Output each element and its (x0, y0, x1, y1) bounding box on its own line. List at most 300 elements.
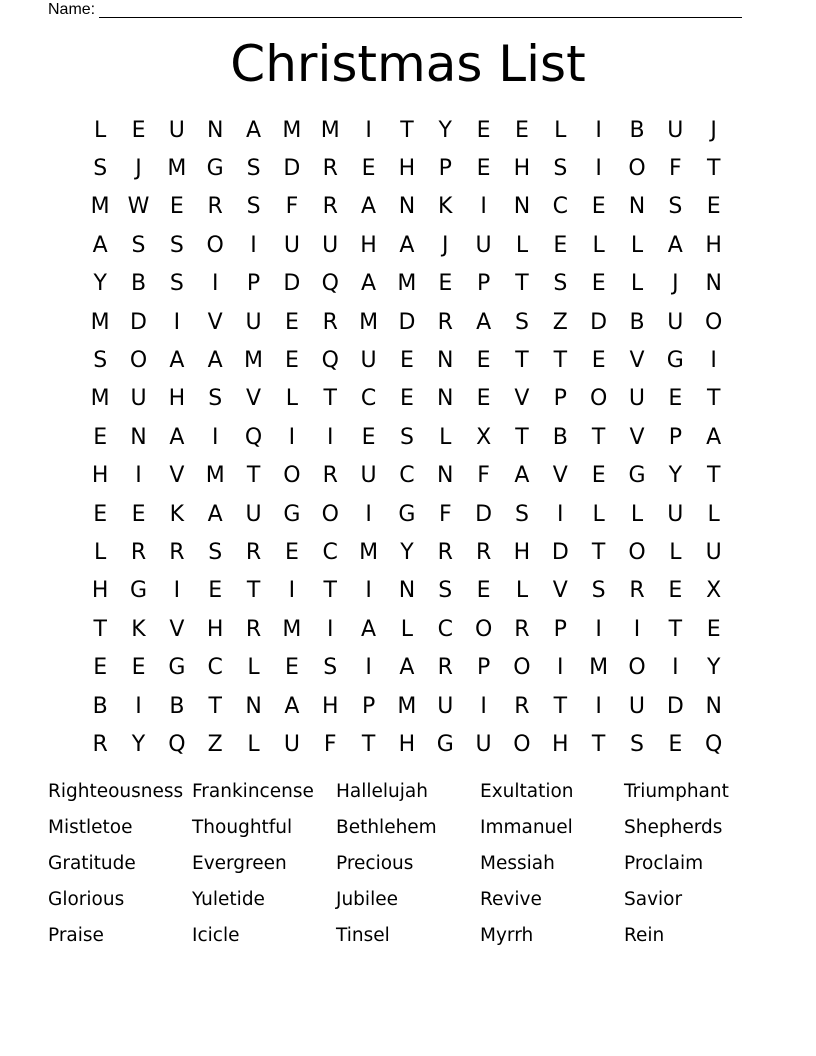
word-list-item: Precious (336, 852, 414, 874)
word-list-item: Righteousness (48, 781, 184, 803)
grid-letter: E (93, 501, 108, 527)
grid-letter: E (706, 194, 721, 220)
grid-letter: I (672, 655, 679, 681)
grid-letter: Y (668, 463, 683, 489)
word-list-item: Icicle (192, 924, 240, 946)
grid-letter: C (552, 194, 568, 220)
grid-letter: I (288, 424, 296, 450)
grid-letter: E (208, 578, 223, 604)
grid-letter: A (92, 232, 108, 258)
grid-letter: M (320, 117, 340, 143)
grid-letter: L (247, 655, 260, 681)
word-list-item: Proclaim (624, 852, 704, 874)
grid-letter: F (323, 731, 337, 757)
word-list-item: Exultation (480, 781, 574, 803)
grid-letter: P (476, 655, 491, 681)
grid-letter: S (208, 386, 223, 412)
grid-letter: A (284, 693, 300, 719)
grid-letter: L (94, 539, 107, 565)
word-list-item: Evergreen (192, 852, 287, 874)
grid-letter: J (710, 117, 717, 143)
grid-letter: L (592, 232, 605, 258)
grid-letter: U (628, 386, 646, 412)
grid-letter: H (513, 539, 531, 565)
grid-letter: L (515, 578, 529, 604)
grid-letter: R (169, 539, 185, 565)
grid-letter: A (246, 117, 262, 143)
grid-letter: U (667, 501, 684, 527)
grid-letter: S (323, 655, 338, 681)
grid-letter: T (323, 386, 337, 412)
grid-letter: E (553, 232, 568, 258)
grid-letter: E (438, 271, 453, 297)
grid-letter: O (513, 655, 531, 681)
grid-letter: H (552, 731, 569, 757)
grid-letter: U (475, 731, 492, 757)
grid-letter: V (629, 348, 645, 374)
grid-letter: U (667, 117, 684, 143)
grid-letter: I (595, 616, 602, 642)
grid-letter: I (365, 655, 372, 681)
grid-letter: Y (400, 539, 414, 565)
grid-letter: H (360, 232, 377, 258)
grid-letter: H (398, 156, 416, 182)
grid-letter: S (514, 501, 529, 527)
grid-letter: F (285, 194, 299, 220)
grid-letter: S (93, 156, 108, 182)
grid-letter: E (706, 616, 721, 642)
grid-letter: L (554, 117, 567, 143)
grid-letter: I (595, 156, 602, 182)
grid-letter: E (169, 194, 184, 220)
grid-letter: O (129, 348, 148, 374)
grid-letter: R (322, 156, 338, 182)
grid-letter: I (365, 578, 372, 604)
grid-letter: E (131, 117, 146, 143)
grid-letter: E (668, 731, 683, 757)
grid-letter: I (173, 309, 181, 335)
grid-letter: M (244, 348, 264, 374)
grid-letter: R (437, 655, 453, 681)
grid-letter: A (169, 348, 185, 374)
grid-letter: U (283, 731, 300, 757)
grid-letter: B (629, 117, 645, 143)
grid-letter: M (90, 309, 110, 335)
grid-letter: D (590, 309, 608, 335)
grid-letter: M (359, 539, 379, 565)
grid-letter: Y (131, 731, 146, 757)
grid-letter: H (513, 156, 531, 182)
grid-letter: D (475, 501, 493, 527)
word-list-item: Shepherds (624, 817, 723, 839)
word-list-item: Frankincense (192, 781, 314, 803)
grid-letter: O (206, 232, 224, 258)
grid-letter: L (630, 232, 644, 258)
grid-letter: N (705, 271, 722, 297)
grid-letter: E (668, 386, 683, 412)
grid-letter: I (633, 616, 641, 642)
grid-letter: S (246, 156, 261, 182)
grid-letter: E (131, 501, 146, 527)
grid-letter: V (552, 463, 568, 489)
word-list-item: Immanuel (480, 817, 573, 839)
grid-letter: H (168, 386, 186, 412)
grid-letter: C (437, 616, 453, 642)
grid-letter: H (91, 578, 109, 604)
grid-letter: E (284, 539, 299, 565)
grid-letter: G (206, 156, 224, 182)
grid-letter: U (437, 693, 454, 719)
grid-letter: A (399, 232, 415, 258)
grid-letter: A (361, 194, 377, 220)
grid-letter: R (629, 578, 645, 604)
grid-letter: S (169, 232, 184, 258)
word-list-item: Gratitude (48, 852, 136, 874)
grid-letter: T (515, 348, 529, 374)
grid-letter: T (668, 616, 683, 642)
grid-letter: O (628, 655, 646, 681)
grid-letter: N (513, 194, 531, 220)
grid-letter: S (668, 194, 683, 220)
letter-grid (81, 111, 733, 764)
grid-letter: L (94, 117, 107, 143)
grid-letter: R (514, 693, 530, 719)
grid-letter: Y (706, 655, 721, 681)
grid-letter: C (360, 386, 377, 412)
grid-letter: E (93, 424, 108, 450)
grid-letter: I (480, 693, 487, 719)
word-list-item: Revive (480, 888, 542, 910)
grid-letter: I (710, 348, 717, 374)
grid-letter: G (398, 501, 416, 527)
grid-letter: A (514, 463, 530, 489)
word-list (48, 774, 768, 953)
grid-letter: B (169, 693, 185, 719)
grid-letter: S (514, 309, 529, 335)
grid-letter: U (360, 348, 377, 374)
word-list-item: Savior (624, 888, 683, 910)
word-list-item: Praise (48, 924, 104, 946)
grid-letter: B (130, 271, 147, 297)
grid-letter: L (669, 539, 682, 565)
grid-letter: D (666, 693, 684, 719)
grid-letter: E (476, 156, 491, 182)
word-list-item: Yuletide (192, 888, 265, 910)
grid-letter: E (131, 655, 146, 681)
grid-letter: V (169, 463, 185, 489)
grid-letter: K (438, 194, 453, 220)
grid-letter: G (129, 578, 148, 604)
grid-letter: T (591, 539, 606, 565)
grid-letter: R (130, 539, 147, 565)
grid-letter: Z (552, 309, 568, 335)
grid-letter: T (208, 693, 222, 719)
grid-letter: D (398, 309, 416, 335)
grid-letter: G (283, 501, 301, 527)
grid-letter: H (398, 731, 416, 757)
grid-letter: S (438, 578, 453, 604)
grid-letter: P (553, 386, 567, 412)
grid-letter: U (705, 539, 722, 565)
word-list-item: Jubilee (336, 888, 398, 910)
grid-letter: C (207, 655, 223, 681)
grid-letter: T (706, 156, 721, 182)
grid-letter: S (246, 194, 261, 220)
grid-letter: K (169, 501, 185, 527)
grid-letter: U (130, 386, 147, 412)
grid-letter: L (285, 386, 299, 412)
grid-letter: S (553, 156, 568, 182)
grid-letter: I (480, 194, 487, 220)
grid-letter: G (436, 731, 454, 757)
grid-letter: I (211, 424, 219, 450)
grid-letter: N (206, 117, 224, 143)
grid-letter: I (595, 693, 602, 719)
grid-letter: U (168, 117, 185, 143)
grid-letter: M (397, 271, 417, 297)
grid-letter: E (591, 348, 606, 374)
grid-letter: E (361, 424, 376, 450)
grid-letter: T (553, 348, 568, 374)
grid-letter: B (552, 424, 568, 450)
grid-letter: O (474, 616, 493, 642)
grid-letter: G (628, 463, 646, 489)
grid-letter: T (706, 386, 721, 412)
grid-letter: M (282, 117, 302, 143)
name-field[interactable] (48, 0, 742, 18)
grid-letter: R (475, 539, 492, 565)
grid-letter: C (322, 539, 338, 565)
grid-letter: E (284, 348, 299, 374)
grid-letter: V (552, 578, 568, 604)
grid-letter: R (92, 731, 108, 757)
grid-letter: N (628, 194, 646, 220)
grid-letter: O (705, 309, 723, 335)
grid-letter: A (169, 424, 185, 450)
grid-letter: O (628, 156, 646, 182)
grid-letter: J (135, 156, 142, 182)
grid-letter: V (207, 309, 223, 335)
word-list-item: Bethlehem (336, 817, 437, 839)
grid-letter: X (476, 424, 492, 450)
grid-letter: Z (207, 731, 223, 757)
grid-letter: Q (244, 424, 263, 450)
grid-letter: F (669, 156, 682, 182)
grid-letter: I (365, 117, 372, 143)
grid-letter: N (398, 578, 416, 604)
grid-letter: M (589, 655, 609, 681)
grid-letter: T (706, 463, 721, 489)
word-list-item: Mistletoe (48, 817, 133, 839)
grid-letter: L (515, 232, 529, 258)
grid-letter: L (707, 501, 720, 527)
grid-letter: E (476, 578, 491, 604)
grid-letter: R (437, 309, 453, 335)
grid-letter: N (437, 386, 454, 412)
name-label: Name: (48, 1, 96, 18)
grid-letter: U (628, 693, 646, 719)
grid-letter: Q (321, 348, 339, 374)
grid-letter: Q (168, 731, 186, 757)
grid-letter: W (127, 194, 150, 220)
grid-letter: A (667, 232, 683, 258)
grid-letter: M (397, 693, 417, 719)
grid-letter: U (245, 309, 262, 335)
grid-letter: U (283, 232, 300, 258)
grid-letter: D (130, 309, 147, 335)
grid-letter: V (629, 424, 645, 450)
grid-letter: O (628, 539, 646, 565)
grid-letter: N (245, 693, 262, 719)
grid-letter: E (93, 655, 108, 681)
grid-letter: R (207, 194, 223, 220)
grid-letter: T (361, 731, 376, 757)
grid-letter: H (321, 693, 339, 719)
grid-letter: C (399, 463, 415, 489)
grid-letter: L (400, 616, 414, 642)
grid-letter: N (398, 194, 416, 220)
grid-letter: S (208, 539, 223, 565)
grid-letter: I (173, 578, 181, 604)
grid-letter: B (629, 309, 645, 335)
grid-letter: N (437, 463, 454, 489)
grid-letter: D (551, 539, 569, 565)
grid-letter: I (326, 616, 334, 642)
word-list-item: Tinsel (336, 924, 390, 946)
grid-letter: G (168, 655, 186, 681)
grid-letter: O (589, 386, 608, 412)
grid-letter: L (592, 501, 605, 527)
grid-letter: U (245, 501, 262, 527)
grid-letter: N (705, 693, 722, 719)
grid-letter: S (169, 271, 184, 297)
grid-letter: P (438, 156, 452, 182)
grid-letter: I (288, 578, 296, 604)
grid-letter: Q (321, 271, 339, 297)
grid-letter: E (591, 194, 606, 220)
grid-letter: U (360, 463, 377, 489)
grid-letter: E (284, 309, 299, 335)
word-list-item: Thoughtful (192, 817, 293, 839)
grid-letter: T (591, 424, 606, 450)
grid-letter: S (630, 731, 644, 757)
grid-letter: E (591, 271, 606, 297)
grid-letter: M (167, 156, 187, 182)
grid-letter: E (361, 156, 376, 182)
grid-letter: S (131, 232, 146, 258)
grid-letter: S (553, 271, 568, 297)
grid-letter: H (705, 232, 722, 258)
grid-letter: I (135, 693, 142, 719)
grid-letter: V (246, 386, 262, 412)
grid-letter: L (630, 271, 644, 297)
grid-letter: T (246, 463, 261, 489)
grid-letter: X (706, 578, 722, 604)
grid-letter: O (283, 463, 301, 489)
grid-letter: I (135, 463, 142, 489)
grid-letter: I (211, 271, 219, 297)
name-blank-line[interactable] (99, 3, 742, 18)
grid-letter: O (321, 501, 339, 527)
grid-letter: P (553, 616, 567, 642)
grid-letter: L (439, 424, 452, 450)
grid-letter: T (591, 731, 606, 757)
grid-letter: R (437, 539, 453, 565)
grid-letter: R (514, 616, 530, 642)
grid-letter: N (130, 424, 147, 450)
grid-letter: P (361, 693, 376, 719)
grid-letter: A (399, 655, 415, 681)
grid-letter: I (557, 655, 564, 681)
grid-letter: E (591, 463, 606, 489)
grid-letter: T (553, 693, 568, 719)
grid-letter: G (666, 348, 684, 374)
grid-letter: E (399, 386, 414, 412)
grid-letter: E (399, 348, 414, 374)
word-list-item: Messiah (480, 852, 555, 874)
grid-letter: V (514, 386, 530, 412)
word-list-item: Glorious (48, 888, 125, 910)
grid-letter: P (246, 271, 261, 297)
grid-letter: B (92, 693, 108, 719)
word-list-item: Myrrh (480, 924, 534, 946)
grid-letter: Y (438, 117, 452, 143)
grid-letter: T (93, 616, 107, 642)
grid-letter: U (475, 232, 492, 258)
grid-letter: R (245, 616, 262, 642)
grid-letter: J (442, 232, 449, 258)
grid-letter: E (476, 117, 491, 143)
grid-letter: S (591, 578, 606, 604)
grid-letter: H (91, 463, 109, 489)
grid-letter: T (515, 271, 529, 297)
word-list-item: Triumphant (624, 781, 729, 803)
grid-letter: A (361, 616, 377, 642)
word-list-item: Hallelujah (336, 781, 428, 803)
grid-letter: U (322, 232, 339, 258)
grid-letter: S (93, 348, 108, 374)
grid-letter: I (595, 117, 602, 143)
grid-letter: E (476, 348, 491, 374)
grid-letter: P (476, 271, 491, 297)
grid-letter: J (672, 271, 679, 297)
grid-letter: T (323, 578, 337, 604)
grid-letter: I (557, 501, 564, 527)
grid-letter: A (207, 348, 223, 374)
grid-letter: F (477, 463, 490, 489)
grid-letter: T (515, 424, 529, 450)
grid-letter: Y (93, 271, 107, 297)
grid-letter: L (247, 731, 260, 757)
grid-letter: E (515, 117, 529, 143)
grid-letter: R (322, 463, 338, 489)
grid-letter: D (283, 156, 301, 182)
grid-letter: D (283, 271, 301, 297)
grid-letter: R (245, 539, 262, 565)
grid-letter: T (400, 117, 414, 143)
grid-letter: M (359, 309, 379, 335)
grid-letter: A (361, 271, 377, 297)
grid-letter: T (246, 578, 261, 604)
grid-letter: A (207, 501, 223, 527)
grid-letter: R (322, 194, 338, 220)
grid-letter: E (668, 578, 683, 604)
grid-letter: Q (705, 731, 723, 757)
grid-letter: M (282, 616, 302, 642)
grid-letter: I (250, 232, 257, 258)
grid-letter: U (667, 309, 684, 335)
grid-letter: E (284, 655, 299, 681)
